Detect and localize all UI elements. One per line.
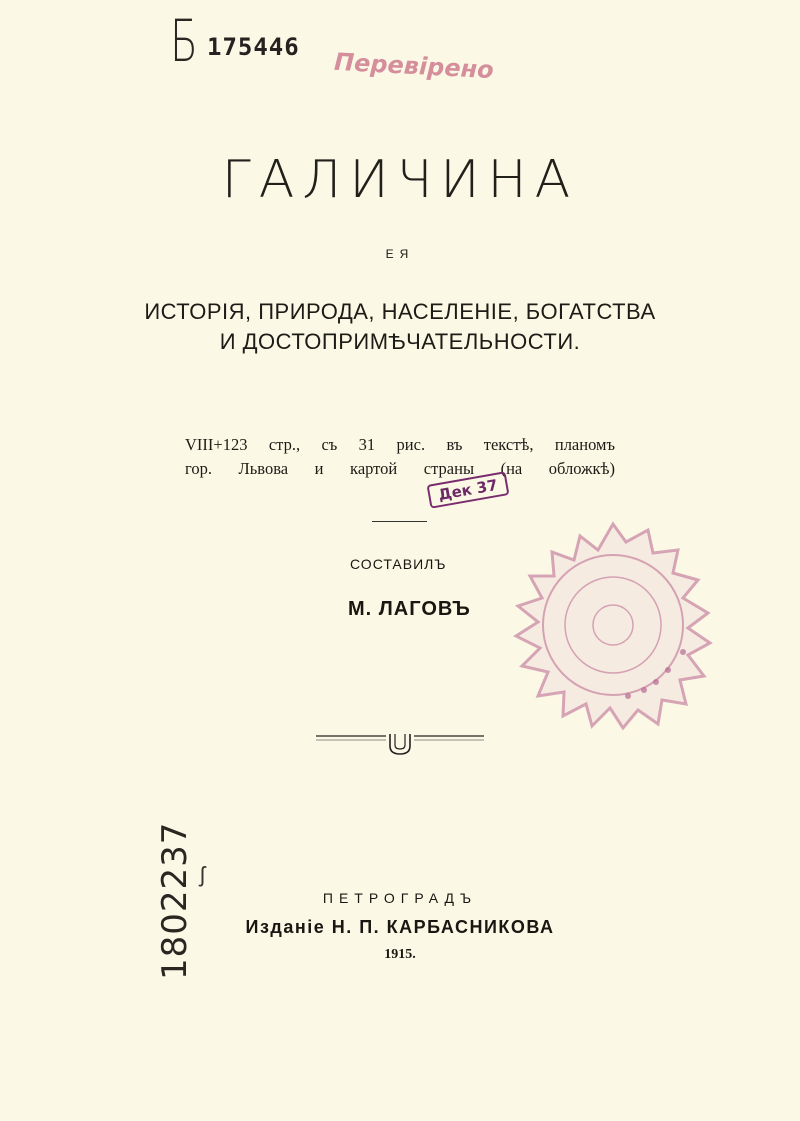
publication-year: 1915. (384, 947, 416, 962)
book-title: ГАЛИЧИНА (221, 150, 579, 210)
author-name: М. ЛАГОВЪ (348, 598, 471, 620)
subtitle-line-2: И ДОСТОПРИМѢЧАТЕЛЬНОСТИ. (219, 329, 581, 354)
publication-city: ПЕТРОГРАДЪ (322, 890, 478, 906)
shelf-mark-number: 175446 (207, 33, 300, 61)
date-stamp: Дек 37 (427, 471, 510, 508)
short-divider (372, 521, 427, 522)
compiled-by-label: СОСТАВИЛЪ (350, 556, 447, 572)
inventory-number: 1802237 (155, 821, 195, 980)
library-seal-icon (508, 520, 718, 730)
book-details (185, 433, 615, 481)
details-line-2: гор. Львова и картой страны (на обложкѣ) (185, 459, 615, 478)
title-connector: ЕЯ (385, 247, 415, 261)
checked-stamp: Перевірено (333, 47, 495, 85)
subtitle-line-1: ИСТОРІЯ, ПРИРОДА, НАСЕЛЕНІЕ, БОГАТСТВА (144, 299, 656, 324)
publisher: Изданіе Н. П. КАРБАСНИКОВА (245, 917, 555, 937)
shelf-mark-letter: Б (170, 7, 198, 75)
inventory-mark: ʃ (200, 862, 205, 887)
subtitle (0, 297, 800, 357)
ornamental-divider-icon (312, 728, 488, 758)
details-line-1: VIII+123 стр., съ 31 рис. въ текстѣ, планомъ (185, 435, 615, 454)
